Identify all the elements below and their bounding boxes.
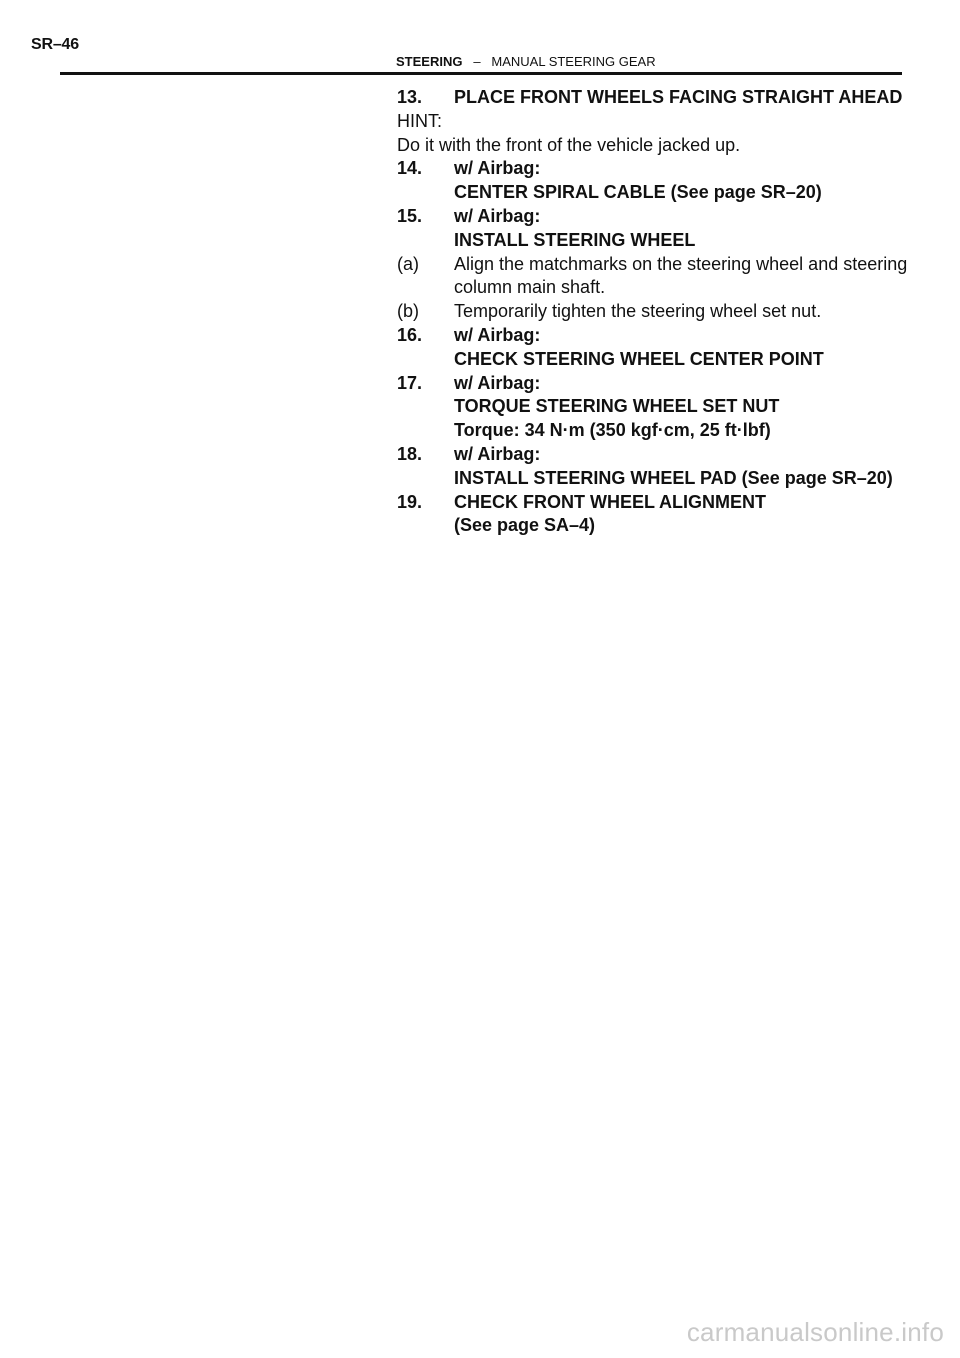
step-text: CHECK FRONT WHEEL ALIGNMENT: [454, 491, 766, 512]
step-15: [397, 205, 917, 253]
page-reference: (See page SA–4): [454, 515, 596, 536]
step-16: [397, 324, 917, 372]
section-title: STEERING: [396, 54, 463, 69]
step-number: 18.: [397, 443, 423, 464]
step-text: CHECK STEERING WHEEL CENTER POINT: [454, 348, 824, 369]
step-text: CENTER SPIRAL CABLE (See page SR–20): [454, 182, 822, 203]
watermark: carmanualsonline.info: [686, 1317, 944, 1347]
procedure-content: [397, 86, 917, 538]
step-number: 17.: [397, 372, 423, 393]
step-condition: w/ Airbag:: [454, 158, 541, 179]
step-number: 19.: [397, 491, 423, 512]
step-15a: [397, 253, 917, 301]
step-condition: w/ Airbag:: [454, 372, 541, 393]
step-text: TORQUE STEERING WHEEL SET NUT: [454, 396, 780, 417]
step-condition: w/ Airbag:: [454, 205, 541, 226]
step-14: [397, 157, 917, 205]
step-number: 14.: [397, 158, 423, 179]
substep-letter: (a): [397, 253, 419, 274]
page-number: SR–46: [31, 36, 79, 53]
substep-text-line1: Align the matchmarks on the steering wheel and steering: [454, 253, 908, 274]
substep-letter: (b): [397, 301, 419, 322]
step-number: 15.: [397, 205, 423, 226]
torque-spec: Torque: 34 N·m (350 kgf·cm, 25 ft·lbf): [454, 420, 771, 441]
step-condition: w/ Airbag:: [454, 324, 541, 345]
step-number: 16.: [397, 324, 423, 345]
step-number: 13.: [397, 87, 423, 107]
hint-label: HINT:: [397, 110, 442, 131]
header-rule: [60, 72, 902, 75]
section-separator: –: [473, 54, 481, 69]
step-text: PLACE FRONT WHEELS FACING STRAIGHT AHEAD: [454, 87, 903, 107]
section-header: [396, 54, 656, 69]
subsection-title: MANUAL STEERING GEAR: [491, 54, 656, 69]
step-15b: [397, 300, 917, 324]
step-19: [397, 491, 917, 539]
substep-text-line2: column main shaft.: [454, 277, 606, 298]
hint-text: Do it with the front of the vehicle jacked up.: [397, 134, 741, 155]
step-13: [397, 86, 917, 110]
step-18: [397, 443, 917, 491]
substep-text: Temporarily tighten the steering wheel set nut.: [454, 301, 822, 322]
step-text: INSTALL STEERING WHEEL: [454, 229, 696, 250]
step-text: INSTALL STEERING WHEEL PAD (See page SR–20): [454, 467, 893, 488]
step-17: [397, 372, 917, 443]
step-condition: w/ Airbag:: [454, 443, 541, 464]
